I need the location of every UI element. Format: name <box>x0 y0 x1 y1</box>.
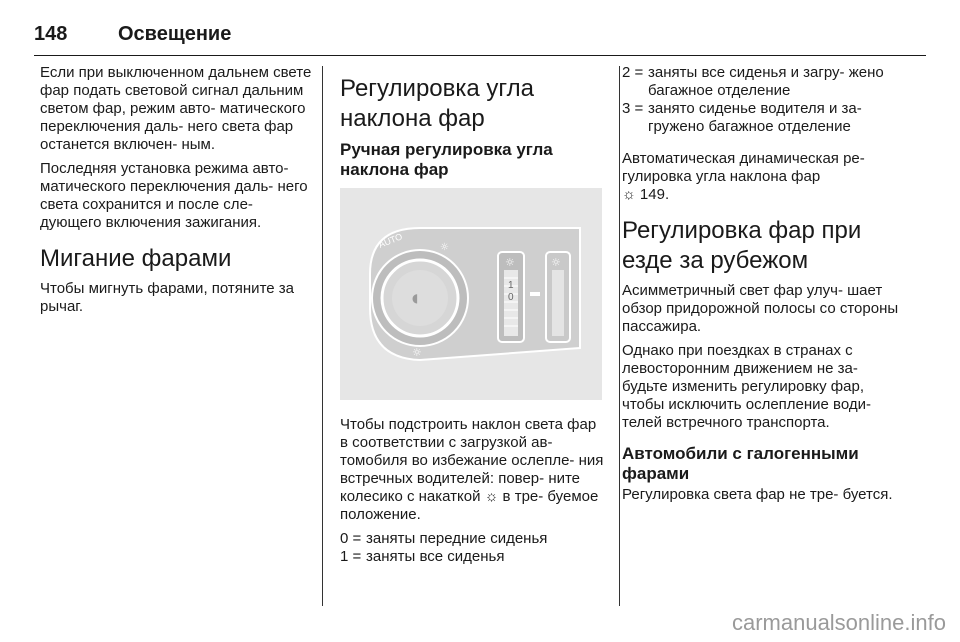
heading-flash-headlights: Мигание фарами <box>40 245 232 272</box>
legend-text: заняты все сиденья и загру- жено багажное отделение <box>648 64 884 99</box>
column-1 <box>40 64 312 322</box>
paragraph: Однако при поездках в странах с левосторонним движением не за- будьте изменить регулировку фар, чтобы исключить ослепление води- телей встречного транспорта. <box>622 342 871 431</box>
column-2 <box>340 64 604 572</box>
paragraph: Чтобы подстроить наклон света фар в соответствии с загрузкой ав- томобиля во избежание ослепле- ния встречных водителей: повер- ните колесико с накаткой ☼ в тре- буемое положение. <box>340 416 604 523</box>
load-legend-continued <box>622 64 904 136</box>
legend-text: заняты передние сиденья <box>366 530 548 547</box>
svg-text:0: 0 <box>508 292 514 303</box>
page-header <box>34 14 231 54</box>
paragraph: Если при выключенном дальнем свете фар подать световой сигнал дальним светом фар, режим авто- матического переключения даль- него света фар останется включен- ным. <box>40 64 312 153</box>
column-3 <box>622 64 904 510</box>
light-switch-figure <box>340 188 602 400</box>
paragraph-text: Автоматическая динамическая ре- гулировка угла наклона фар <box>622 150 865 185</box>
paragraph: Последняя установка режима авто- матического переключения даль- него света сохранится и после сле- дующего включения зажигания. <box>40 160 308 231</box>
legend-key: 0 = <box>340 530 362 547</box>
subheading-manual-range: Ручная регулировка угла наклона фар <box>340 140 553 179</box>
svg-text:AUTO: AUTO <box>377 231 404 250</box>
page-number: 148 <box>34 22 68 45</box>
svg-text:1: 1 <box>508 280 514 291</box>
legend-row <box>340 530 604 548</box>
paragraph <box>622 150 904 204</box>
watermark: carmanualsonline.info <box>731 610 946 635</box>
heading-driving-abroad: Регулировка фар при езде за рубежом <box>622 217 862 274</box>
legend-text: заняты все сиденья <box>366 548 505 565</box>
subheading-halogen: Автомобили с галогенными фарами <box>622 444 859 483</box>
legend-row <box>622 100 904 136</box>
legend-text: занято сиденье водителя и за- гружено багажное отделение <box>648 100 862 135</box>
load-legend <box>340 530 604 566</box>
svg-text:☼: ☼ <box>505 256 515 269</box>
svg-text:☼: ☼ <box>412 346 422 359</box>
legend-key: 2 = <box>622 64 644 81</box>
header-rule <box>34 55 926 56</box>
legend-row <box>622 64 904 100</box>
paragraph: Чтобы мигнуть фарами, потяните за рычаг. <box>40 280 294 315</box>
svg-text:☼: ☼ <box>551 256 561 269</box>
heading-headlight-range: Регулировка угла наклона фар <box>340 75 535 132</box>
section-title: Освещение <box>118 22 232 45</box>
svg-text:◖: ◖ <box>412 291 419 305</box>
legend-row <box>340 548 604 566</box>
column-divider <box>619 66 620 606</box>
legend-key: 3 = <box>622 100 644 117</box>
paragraph: Регулировка света фар не тре- буется. <box>622 486 893 503</box>
light-switch-illustration <box>340 188 602 400</box>
column-divider <box>322 66 323 606</box>
page-reference-link[interactable]: ☼ 149. <box>622 186 670 203</box>
paragraph: Асимметричный свет фар улуч- шает обзор придорожной полосы со стороны пассажира. <box>622 282 899 335</box>
svg-text:☼: ☼ <box>440 242 449 253</box>
legend-key: 1 = <box>340 548 362 565</box>
